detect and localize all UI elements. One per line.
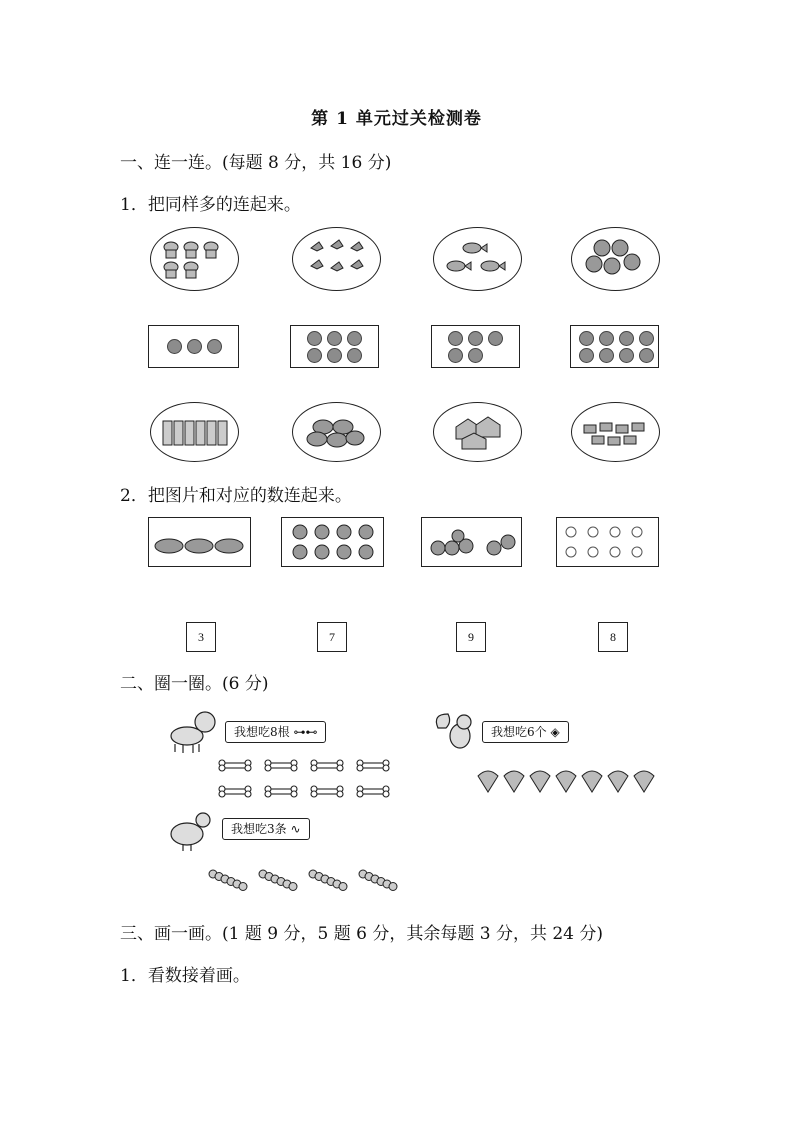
bone-icon (265, 786, 297, 797)
dog-icon (165, 708, 220, 753)
pinecone-row (474, 768, 660, 794)
cherry-group-icon (421, 517, 522, 567)
section1-heading: 一、连一连。(每题 8 分，共 16 分) (120, 153, 392, 173)
section3-heading: 三、画一画。(1 题 9 分，5 题 6 分，其余每题 3 分，共 24 分) (120, 924, 604, 944)
bone-icon (219, 760, 251, 771)
bone-icon (265, 760, 297, 771)
pinecone-icon (634, 771, 654, 792)
cake-slice-group-icon (433, 402, 522, 462)
pinecone-icon (504, 771, 524, 792)
hen-speech-bubble (222, 818, 310, 840)
dot-box-3 (431, 325, 520, 368)
page-title: 第 1 单元过关检测卷 (311, 109, 482, 129)
bone-icon (357, 786, 389, 797)
worm-row (207, 866, 407, 896)
worm-icon (209, 870, 247, 891)
bone-grid (218, 755, 398, 795)
dog-bubble-text: 我想吃8根 (234, 725, 290, 739)
pinecone-icon (530, 771, 550, 792)
dot-box-4 (570, 325, 659, 368)
pinecone-icon (608, 771, 628, 792)
hen-icon (165, 810, 215, 852)
bone-icon (311, 786, 343, 797)
dog-speech-bubble (225, 721, 326, 743)
worm-icon (359, 870, 397, 891)
bone-icon (219, 786, 251, 797)
pinecone-icon (556, 771, 576, 792)
bone-icon: ⊶⊷ (293, 725, 318, 739)
worm-icon (259, 870, 297, 891)
bird-group-icon (292, 227, 381, 291)
cupcake-group-icon (150, 227, 239, 291)
candy-group-icon (571, 402, 660, 462)
squirrel-icon (432, 708, 478, 752)
section1-q2: 2．把图片和对应的数连起来。 (120, 486, 352, 506)
number-box-2: 7 (317, 622, 347, 652)
cake-group-icon (148, 517, 251, 567)
fish-group-icon (433, 227, 522, 291)
squirrel-bubble-text: 我想吃6个 (491, 725, 547, 739)
number-box-4: 8 (598, 622, 628, 652)
bottle-group-icon (150, 402, 239, 462)
section2-heading: 二、圈一圈。(6 分) (120, 674, 269, 694)
number-box-3: 9 (456, 622, 486, 652)
pinecone-icon (478, 771, 498, 792)
apple-group-icon (571, 227, 660, 291)
section3-q1: 1．看数接着画。 (120, 966, 250, 986)
bell-group-icon (281, 517, 384, 567)
snowman-group-icon (556, 517, 659, 567)
hen-bubble-text: 我想吃3条 (231, 822, 287, 836)
worm-icon (309, 870, 347, 891)
pinecone-icon: ◈ (550, 725, 560, 739)
squirrel-speech-bubble (482, 721, 569, 743)
dot-box-1 (148, 325, 239, 368)
number-box-1: 3 (186, 622, 216, 652)
bone-icon (311, 760, 343, 771)
potato-group-icon (292, 402, 381, 462)
pinecone-icon (582, 771, 602, 792)
section1-q1: 1．把同样多的连起来。 (120, 195, 301, 215)
worm-icon: ∿ (290, 822, 301, 836)
dot-box-2 (290, 325, 379, 368)
bone-icon (357, 760, 389, 771)
